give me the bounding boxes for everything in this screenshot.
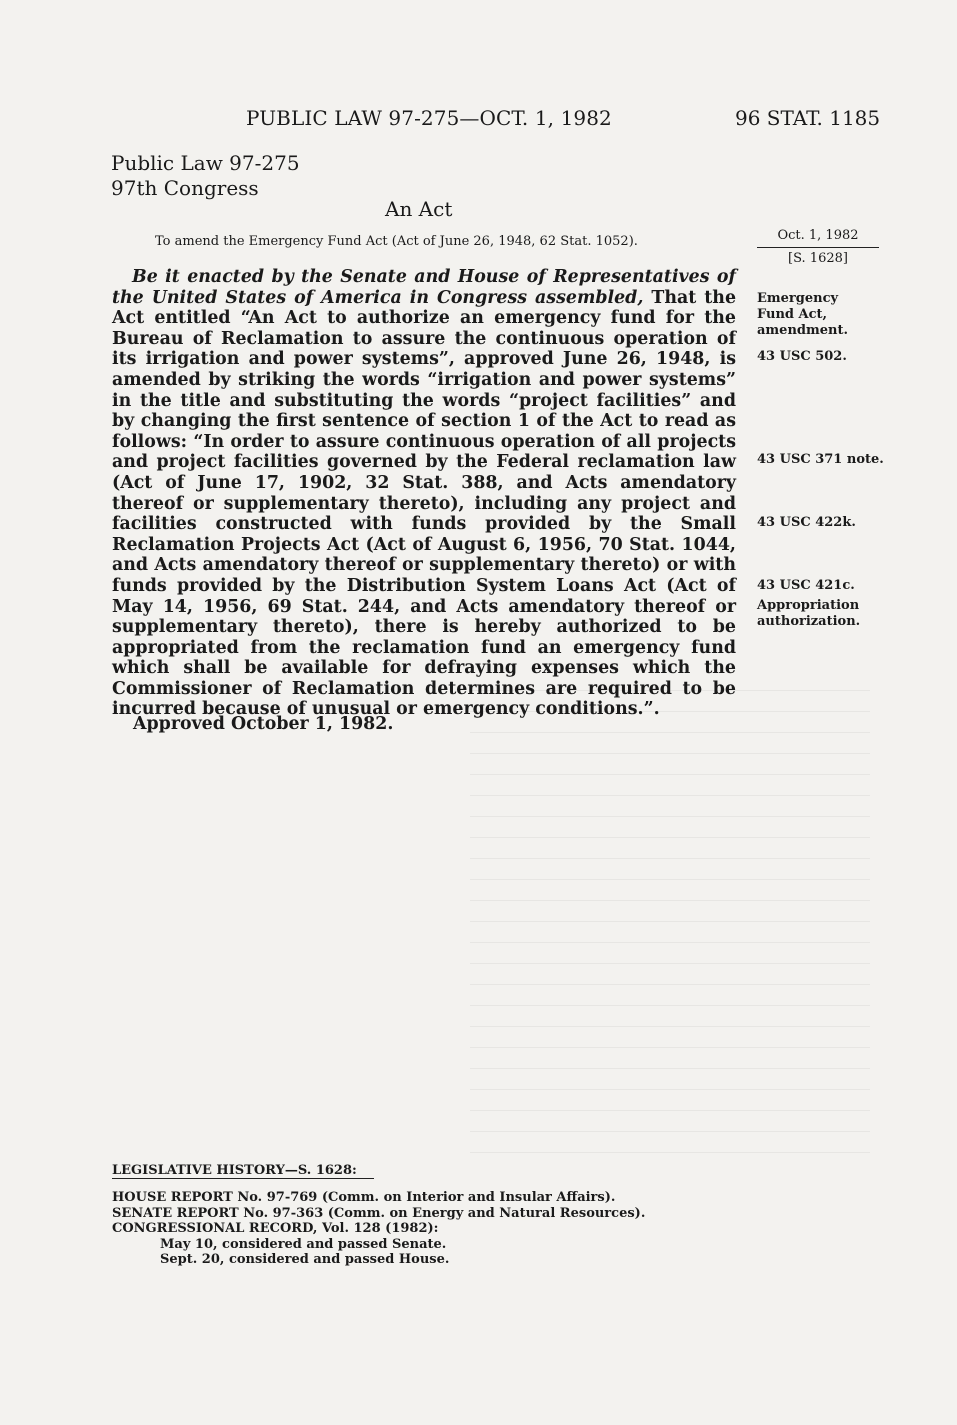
congress-number: 97th Congress <box>111 176 259 200</box>
margin-note-usc-502: 43 USC 502. <box>757 349 847 364</box>
enactment-date-block <box>757 225 879 269</box>
margin-note-usc-421c: 43 USC 421c. <box>757 578 855 593</box>
act-paragraph <box>112 267 736 720</box>
margin-note-usc-422k: 43 USC 422k. <box>757 515 856 530</box>
legislative-history-title: LEGISLATIVE HISTORY—S. 1628: <box>112 1163 357 1178</box>
margin-note-line: authorization. <box>757 614 861 629</box>
margin-note-line: Fund Act, <box>757 307 828 322</box>
bleed-through-texture <box>470 690 870 1160</box>
act-text: That the Act entitled “An Act to authorize an emergency fund for the Bureau of Reclamation to assure the continuous operation of its irrigation and power systems”, approved June 26, 1948, is amended by striking the words “irrigation and power systems” in the title and substituting the words “project facilities” and by changing the first sentence of section 1 of the Act to read as follows: “In order to assure continuous operation of all projects and project facilities governed by the Federal reclamation law (Act of June 17, 1902, 32 Stat. 388, and Acts amendatory thereof or supplementary thereto), including any project and facilities constructed with funds provided by the Small Reclamation Projects Act (Act of August 6, 1956, 70 Stat. 1044, and Acts amendatory thereof or supplementary thereto) or with funds provided by the Distribution System Loans Act (Act of May 14, 1956, 69 Stat. 244, and Acts amendatory thereof or supplementary thereto), there is hereby authorized to be appropriated from the reclamation fund an emergency fund which shall be available for defraying expenses which the Commissioner of Reclamation determines are required to be incurred because of unusual or emergency conditions.”. <box>112 287 737 720</box>
senate-report: SENATE REPORT No. 97-363 (Comm. on Energy and Natural Resources). <box>112 1205 646 1221</box>
margin-note-emergency-fund <box>757 291 848 339</box>
senate-action: May 10, considered and passed Senate. <box>160 1236 447 1252</box>
legislative-history-list <box>112 1190 645 1268</box>
congressional-record: CONGRESSIONAL RECORD, Vol. 128 (1982): <box>112 1221 439 1236</box>
law-identification <box>111 151 300 201</box>
public-law-number: Public Law 97-275 <box>111 151 300 175</box>
legislative-history-rule <box>112 1178 374 1179</box>
enacting-clause: Be it enacted by the Senate and House of Representatives of the United States of America in Congress assembled, <box>112 267 736 308</box>
bill-number: [S. 1628] <box>788 251 848 266</box>
margin-note-line: amendment. <box>757 323 848 338</box>
house-report: HOUSE REPORT No. 97-769 (Comm. on Interior and Insular Affairs). <box>112 1190 616 1205</box>
act-subtitle: To amend the Emergency Fund Act (Act of June 26, 1948, 62 Stat. 1052). <box>155 234 638 249</box>
running-title: PUBLIC LAW 97-275—OCT. 1, 1982 <box>246 106 612 130</box>
margin-note-line: Appropriation <box>757 598 860 613</box>
enactment-date: Oct. 1, 1982 <box>777 228 859 243</box>
approval-line: Approved October 1, 1982. <box>133 714 394 734</box>
stat-reference: 96 STAT. 1185 <box>735 106 881 130</box>
margin-note-appropriation <box>757 598 860 630</box>
margin-note-line: Emergency <box>757 291 839 306</box>
house-action: Sept. 20, considered and passed House. <box>160 1252 450 1267</box>
margin-note-usc-371: 43 USC 371 note. <box>757 452 884 467</box>
act-title: An Act <box>385 197 453 221</box>
act-body <box>112 267 736 720</box>
